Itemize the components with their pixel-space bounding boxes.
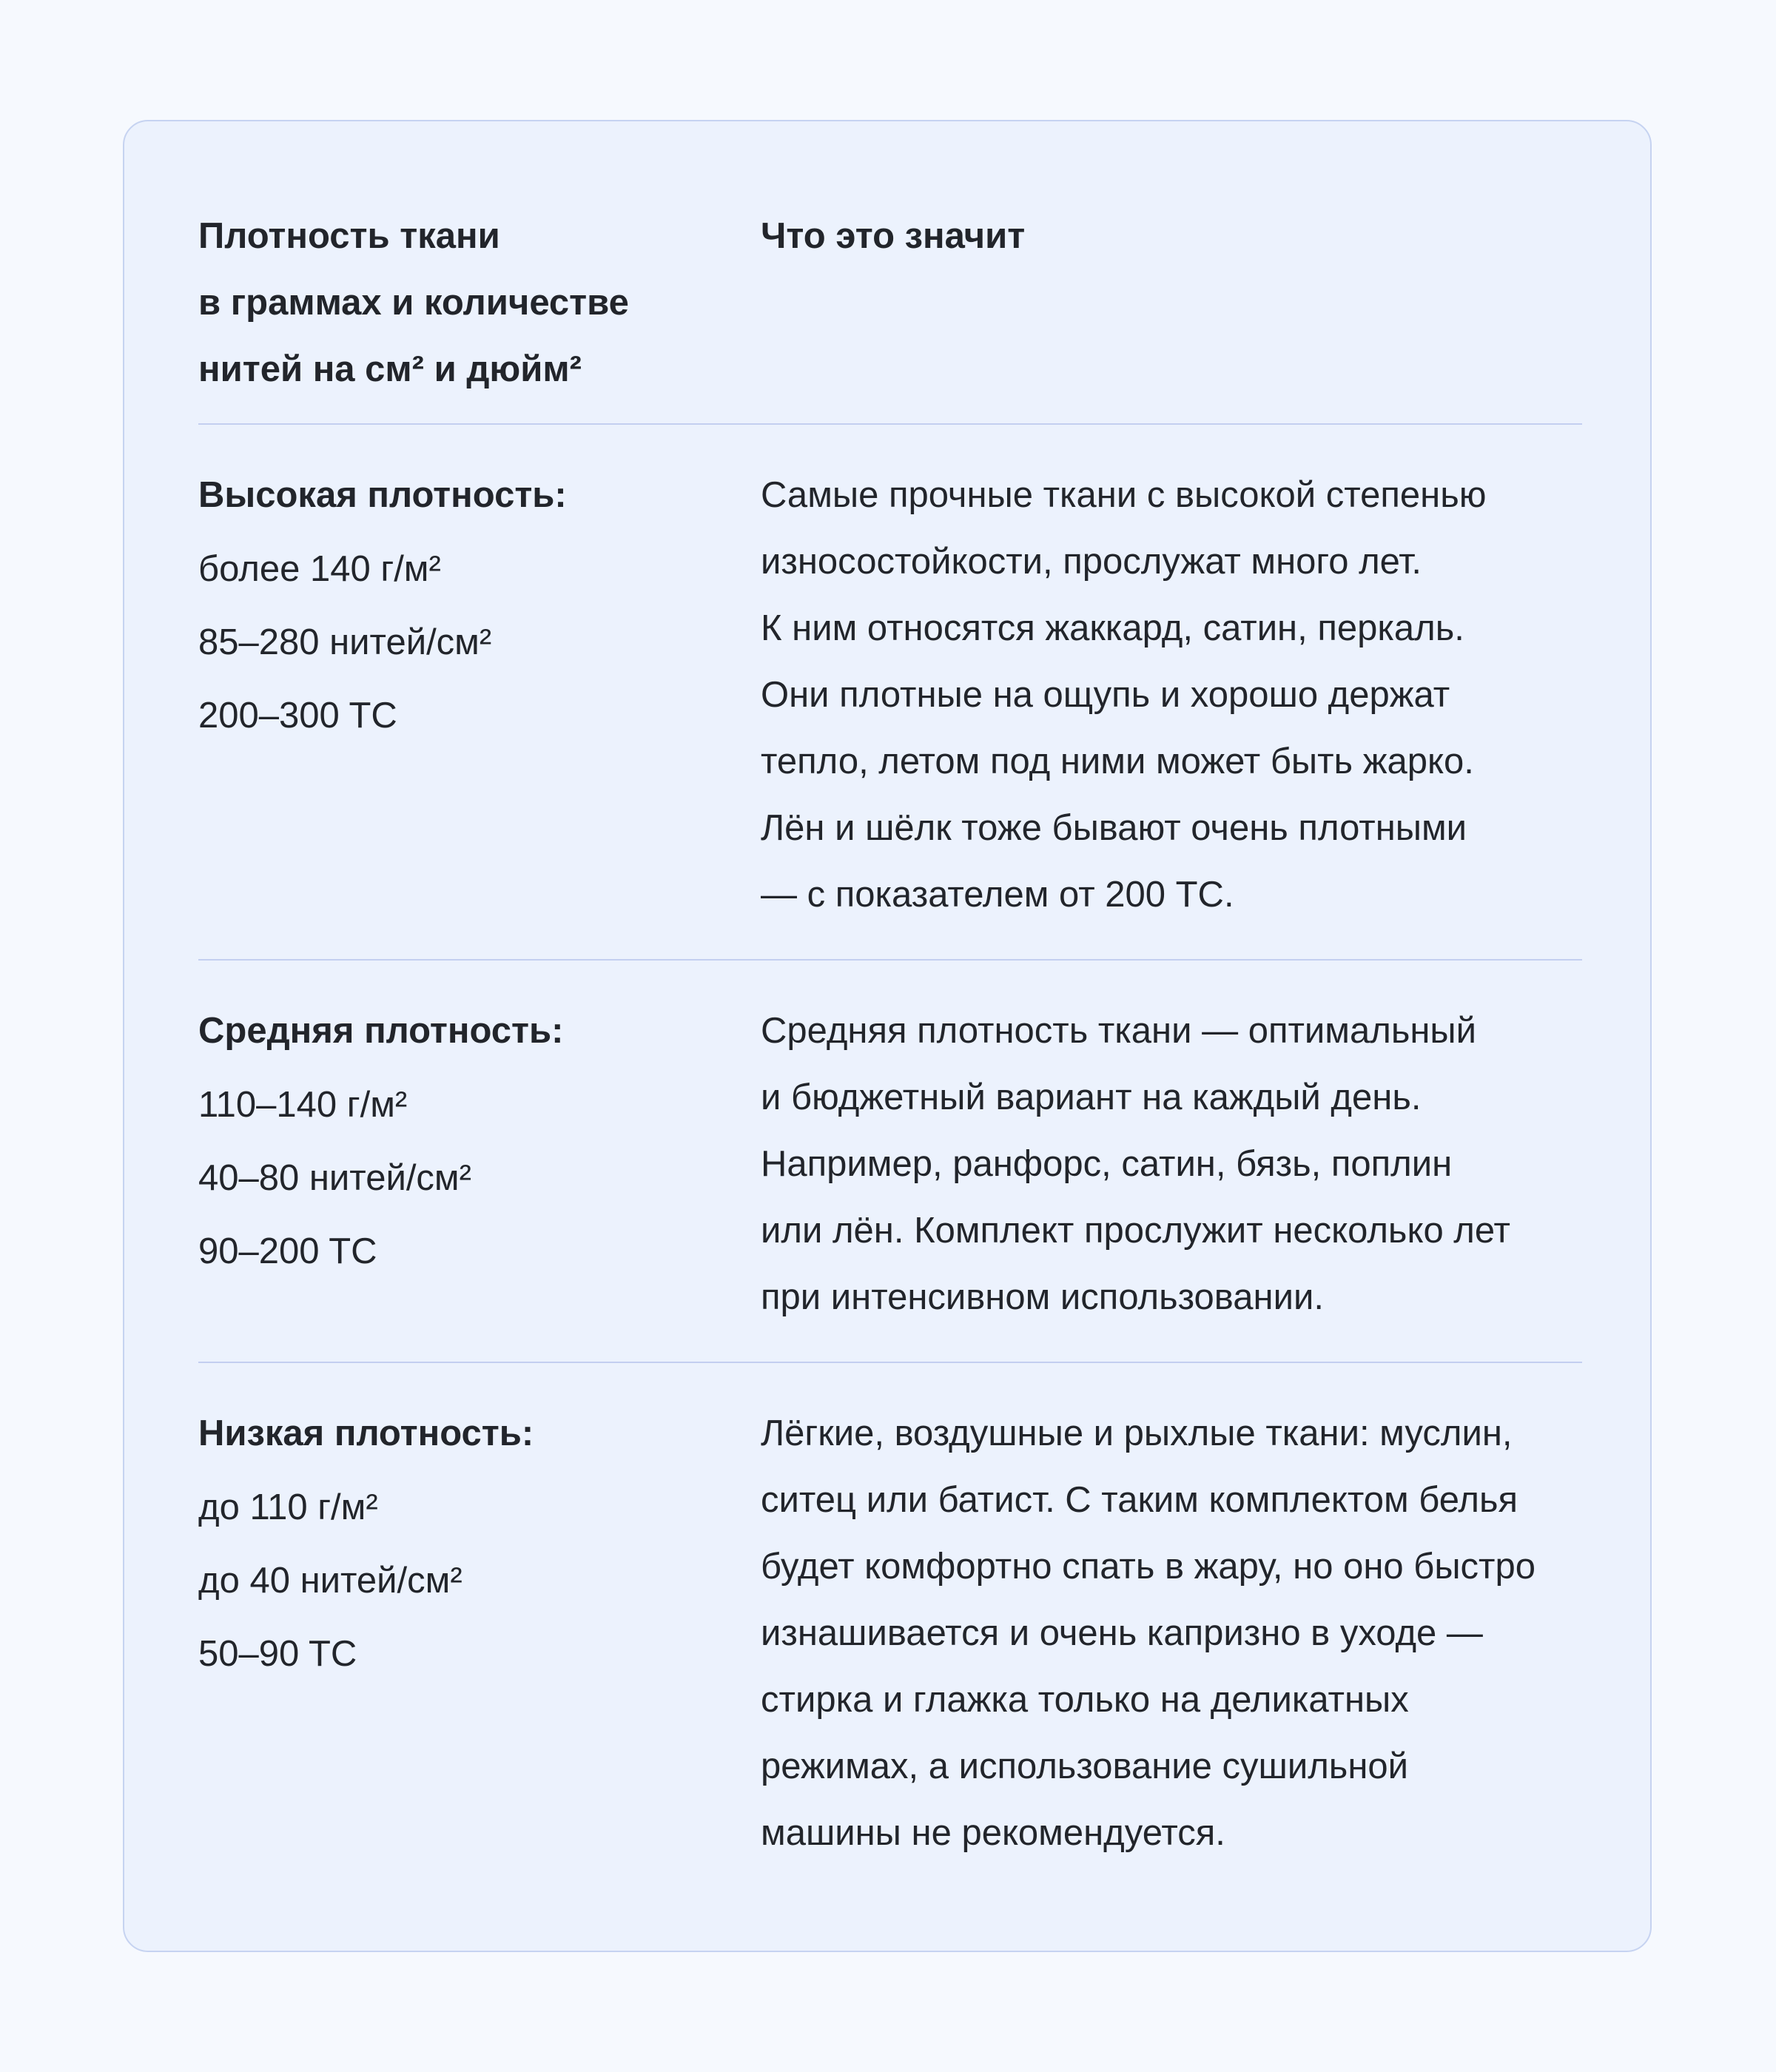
density-title: Высокая плотность: (198, 475, 567, 515)
density-title: Средняя плотность: (198, 1011, 564, 1051)
density-values (198, 1072, 761, 1285)
header-cell-density (198, 203, 761, 403)
density-grams: 110–140 г/м² (198, 1085, 408, 1125)
density-thread-count: 200–300 TC (198, 696, 397, 736)
density-cell (198, 462, 761, 928)
table-row-medium (198, 961, 1582, 1363)
density-cell (198, 998, 761, 1331)
header-meaning-label: Что это значит (761, 216, 1026, 256)
header-cell-meaning (761, 203, 1582, 403)
density-thread-count: 90–200 TC (198, 1231, 377, 1271)
table-row-low (198, 1363, 1582, 1897)
density-threads: до 40 нитей/см² (198, 1561, 462, 1601)
description-cell (761, 998, 1582, 1331)
description-cell (761, 1400, 1582, 1866)
density-threads: 40–80 нитей/см² (198, 1158, 471, 1198)
description-cell (761, 462, 1582, 928)
table-row-high (198, 425, 1582, 961)
density-values (198, 1474, 761, 1687)
density-title: Низкая плотность: (198, 1413, 534, 1453)
density-grams: более 140 г/м² (198, 549, 441, 589)
density-description: Самые прочные ткани с высокой степенью износостойкости, прослужат много лет. К ним относятся жаккард, сатин, перкаль. Они плотные на ощупь и хорошо держат тепло, летом под ними может быть жарко. Лён и шёлк тоже бывают очень плотными — с показателем от 200 TC. (761, 475, 1487, 915)
density-description: Лёгкие, воздушные и рыхлые ткани: муслин, ситец или батист. С таким комплектом белья будет комфортно спать в жару, но оно быстро изнашивается и очень капризно в уходе — стирка и глажка только на деликатных режимах, а использование сушильной машины не рекомендуется. (761, 1413, 1536, 1853)
header-density-label: Плотность ткани в граммах и количестве нитей на см² и дюйм² (198, 216, 629, 389)
density-card (123, 120, 1652, 1952)
density-description: Средняя плотность ткани — оптимальный и бюджетный вариант на каждый день. Например, ранфорс, сатин, бязь, поплин или лён. Комплект прослужит несколько лет при интенсивном использовании. (761, 1011, 1510, 1317)
density-thread-count: 50–90 TC (198, 1634, 357, 1674)
density-threads: 85–280 нитей/см² (198, 622, 492, 662)
density-cell (198, 1400, 761, 1866)
density-grams: до 110 г/м² (198, 1487, 378, 1527)
density-values (198, 536, 761, 749)
density-table (198, 203, 1582, 1897)
table-header-row (198, 203, 1582, 425)
